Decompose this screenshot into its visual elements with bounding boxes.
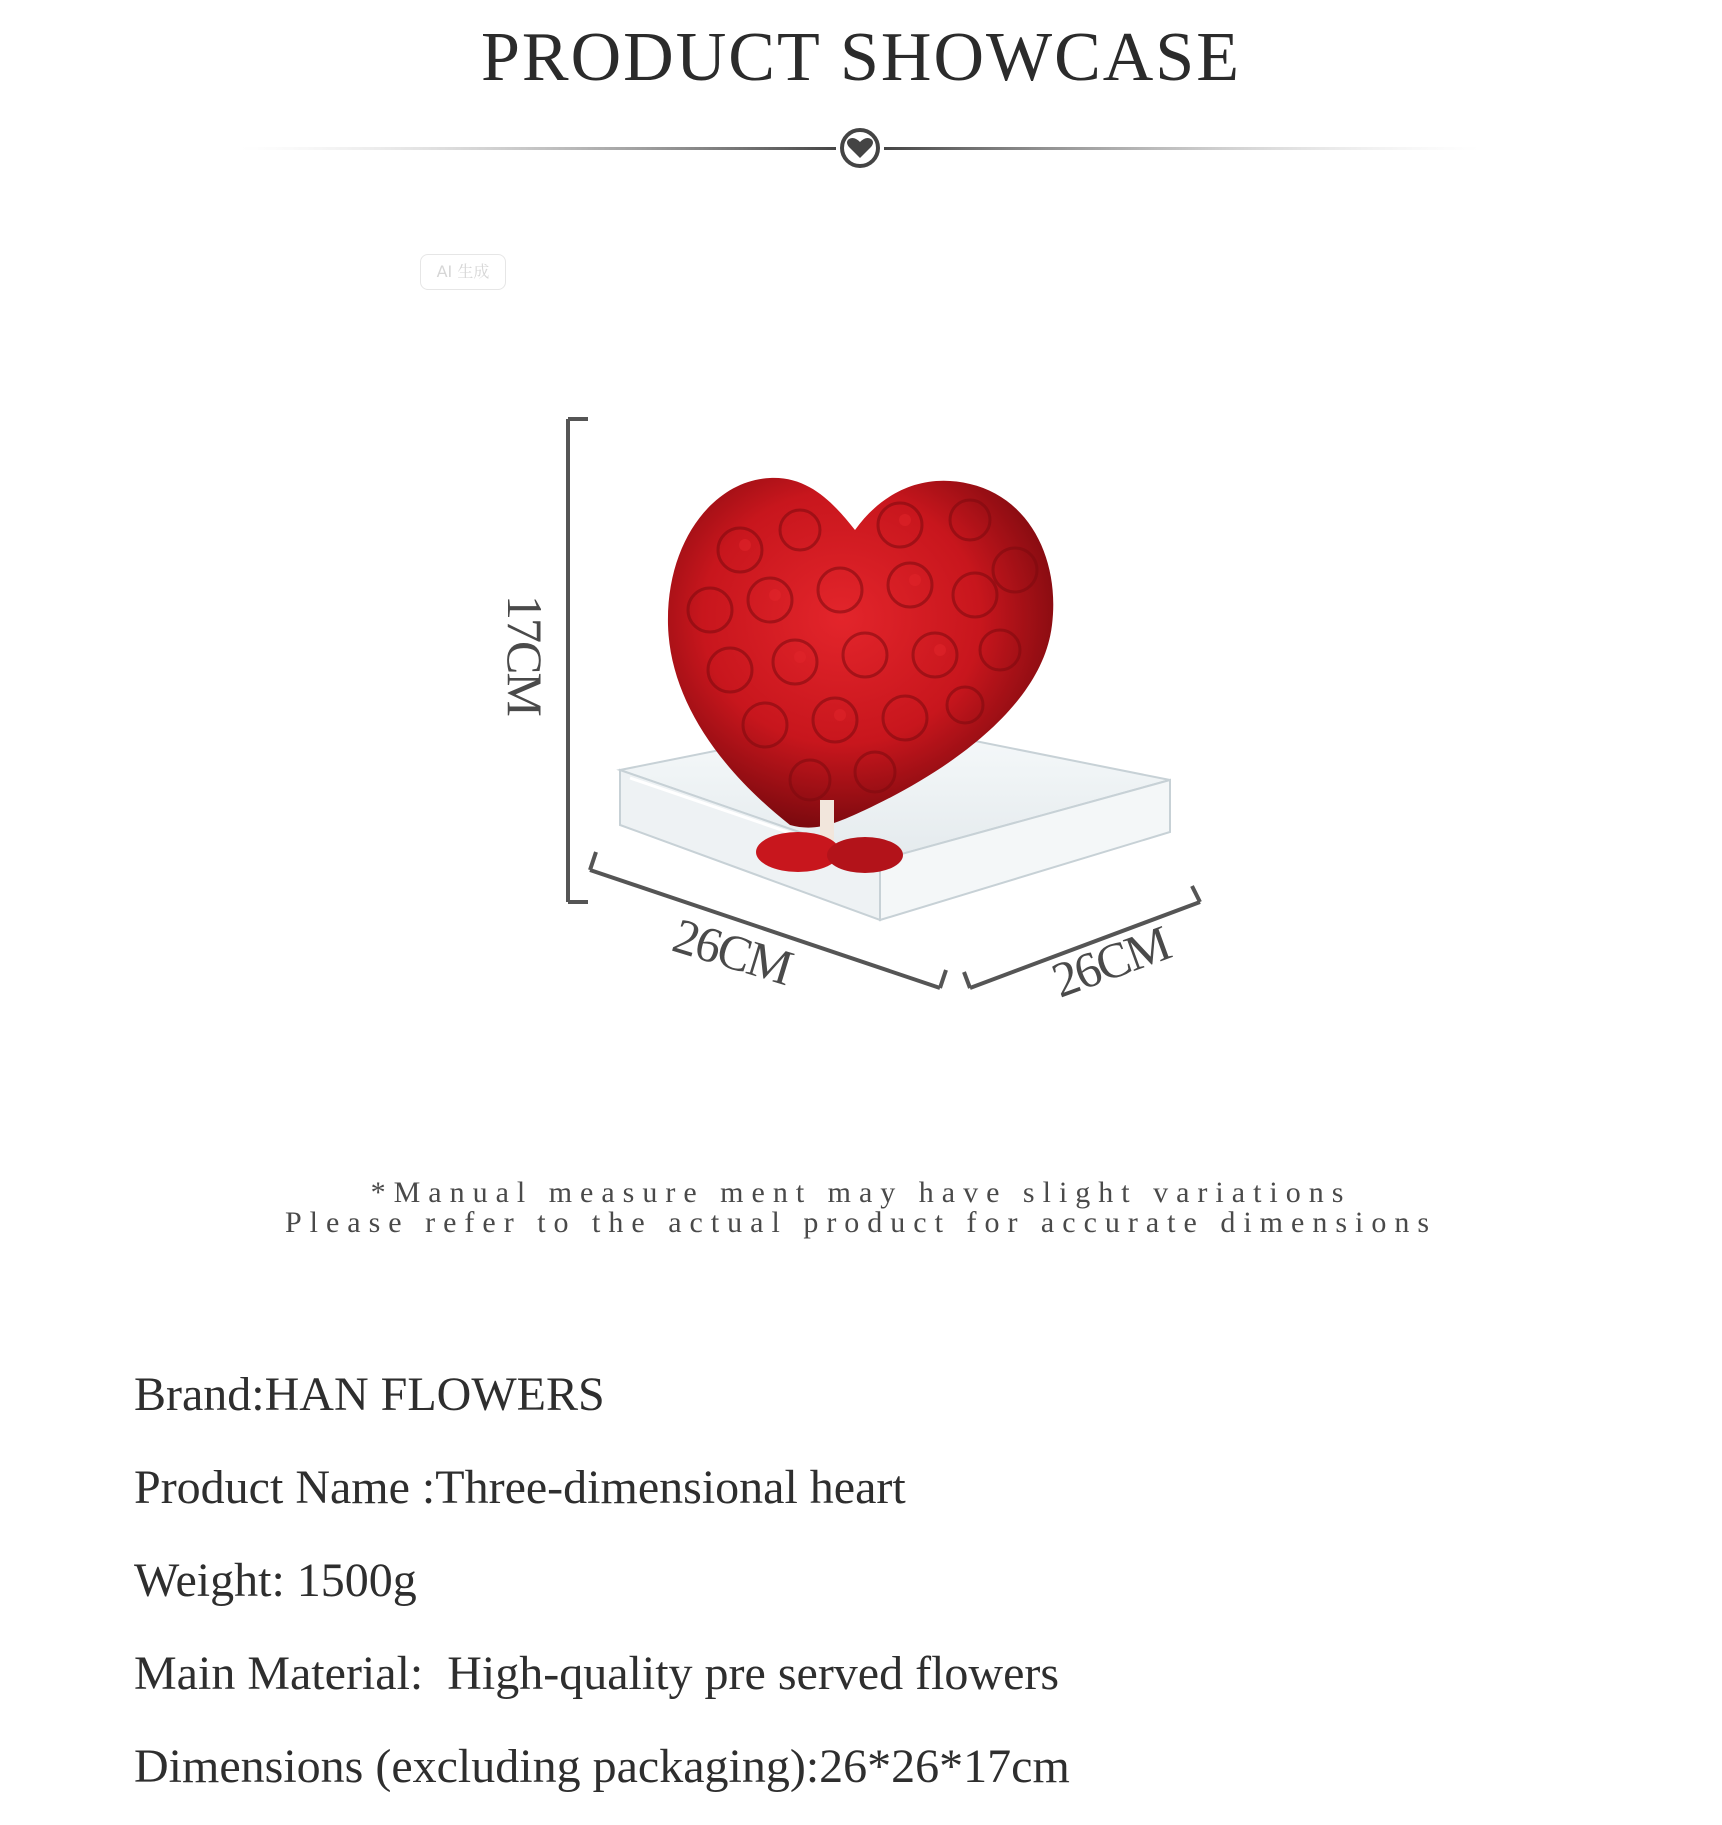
product-specs (134, 1360, 1634, 1825)
note-line-1: *Manual measure ment may have slight variations (370, 1176, 1352, 1209)
spec-main-material: Main Material: High-quality pre served flowers (134, 1647, 1060, 1700)
height-label: 17CM (497, 595, 553, 715)
height-dimension-line (568, 419, 588, 902)
page-title: PRODUCT SHOWCASE (481, 19, 1241, 96)
spec-product-name: Product Name :Three-dimensional heart (134, 1461, 906, 1514)
heart-medallion-icon (842, 130, 878, 166)
measurement-note (0, 1178, 1722, 1238)
ai-generated-watermark: AI 生成 (420, 254, 506, 290)
width-label: 26CM (1044, 914, 1177, 1009)
note-line-2: Please refer to the actual product for accurate dimensions (284, 1206, 1438, 1239)
ornamental-divider (240, 128, 1480, 168)
spec-dimensions: Dimensions (excluding packaging):26*26*17cm (134, 1740, 1070, 1793)
product-dimension-figure (470, 400, 1230, 1020)
spec-weight: Weight: 1500g (134, 1554, 417, 1607)
length-label: 26CM (666, 906, 798, 996)
spec-brand: Brand:HAN FLOWERS (134, 1368, 605, 1421)
